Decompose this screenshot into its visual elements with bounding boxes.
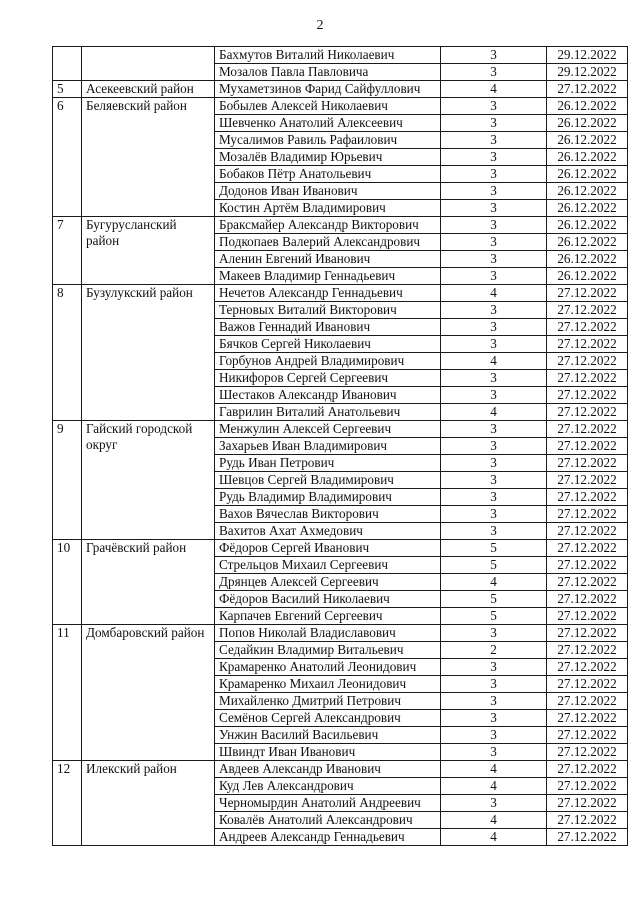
person-name: Макеев Владимир Геннадьевич — [215, 268, 441, 285]
person-name: Вахитов Ахат Ахмедович — [215, 523, 441, 540]
grade-value: 4 — [441, 829, 547, 846]
date-value: 29.12.2022 — [547, 47, 628, 64]
person-name: Браксмайер Александр Викторович — [215, 217, 441, 234]
person-name: Терновых Виталий Викторович — [215, 302, 441, 319]
grade-value: 5 — [441, 591, 547, 608]
date-value: 26.12.2022 — [547, 98, 628, 115]
date-value: 27.12.2022 — [547, 319, 628, 336]
table-row — [53, 625, 628, 642]
person-name: Авдеев Александр Иванович — [215, 761, 441, 778]
person-name: Карпачев Евгений Сергеевич — [215, 608, 441, 625]
grade-value: 3 — [441, 625, 547, 642]
grade-value: 3 — [441, 795, 547, 812]
grade-value: 3 — [441, 727, 547, 744]
registry-body — [53, 47, 628, 846]
grade-value: 3 — [441, 302, 547, 319]
person-name: Вахов Вячеслав Викторович — [215, 506, 441, 523]
person-name: Нечетов Александр Геннадьевич — [215, 285, 441, 302]
person-name: Дрянцев Алексей Сергеевич — [215, 574, 441, 591]
date-value: 27.12.2022 — [547, 81, 628, 98]
date-value: 27.12.2022 — [547, 506, 628, 523]
person-name: Гаврилин Виталий Анатольевич — [215, 404, 441, 421]
person-name: Мозалёв Владимир Юрьевич — [215, 149, 441, 166]
grade-value: 3 — [441, 183, 547, 200]
date-value: 26.12.2022 — [547, 166, 628, 183]
date-value: 27.12.2022 — [547, 285, 628, 302]
grade-value: 3 — [441, 370, 547, 387]
date-value: 26.12.2022 — [547, 251, 628, 268]
table-row — [53, 540, 628, 557]
grade-value: 3 — [441, 234, 547, 251]
person-name: Ковалёв Анатолий Александрович — [215, 812, 441, 829]
grade-value: 4 — [441, 285, 547, 302]
grade-value: 3 — [441, 472, 547, 489]
grade-value: 3 — [441, 744, 547, 761]
date-value: 27.12.2022 — [547, 557, 628, 574]
person-name: Захарьев Иван Владимирович — [215, 438, 441, 455]
grade-value: 3 — [441, 710, 547, 727]
grade-value: 3 — [441, 47, 547, 64]
person-name: Бобаков Пётр Анатольевич — [215, 166, 441, 183]
table-row — [53, 217, 628, 234]
grade-value: 4 — [441, 761, 547, 778]
person-name: Мусалимов Равиль Рафаилович — [215, 132, 441, 149]
date-value: 27.12.2022 — [547, 438, 628, 455]
date-value: 26.12.2022 — [547, 268, 628, 285]
person-name: Унжин Василий Васильевич — [215, 727, 441, 744]
person-name: Аленин Евгений Иванович — [215, 251, 441, 268]
date-value: 27.12.2022 — [547, 812, 628, 829]
person-name: Попов Николай Владиславович — [215, 625, 441, 642]
date-value: 27.12.2022 — [547, 455, 628, 472]
person-name: Андреев Александр Геннадьевич — [215, 829, 441, 846]
date-value: 27.12.2022 — [547, 676, 628, 693]
date-value: 27.12.2022 — [547, 744, 628, 761]
person-name: Рудь Владимир Владимирович — [215, 489, 441, 506]
person-name: Важов Геннадий Иванович — [215, 319, 441, 336]
person-name: Крамаренко Анатолий Леонидович — [215, 659, 441, 676]
table-row — [53, 285, 628, 302]
person-name: Бахмутов Виталий Николаевич — [215, 47, 441, 64]
grade-value: 3 — [441, 455, 547, 472]
person-name: Мухаметзинов Фарид Сайфуллович — [215, 81, 441, 98]
person-name: Бобылев Алексей Николаевич — [215, 98, 441, 115]
district-name: Бугурусланский район — [82, 217, 215, 285]
date-value: 29.12.2022 — [547, 64, 628, 81]
date-value: 27.12.2022 — [547, 591, 628, 608]
district-name: Асекеевский район — [82, 81, 215, 98]
date-value: 27.12.2022 — [547, 540, 628, 557]
district-name: Илекский район — [82, 761, 215, 846]
date-value: 27.12.2022 — [547, 761, 628, 778]
date-value: 27.12.2022 — [547, 353, 628, 370]
group-number: 8 — [53, 285, 82, 421]
date-value: 26.12.2022 — [547, 115, 628, 132]
grade-value: 3 — [441, 149, 547, 166]
grade-value: 3 — [441, 523, 547, 540]
date-value: 27.12.2022 — [547, 387, 628, 404]
district-name: Беляевский район — [82, 98, 215, 217]
person-name: Крамаренко Михаил Леонидович — [215, 676, 441, 693]
person-name: Седайкин Владимир Витальевич — [215, 642, 441, 659]
grade-value: 3 — [441, 200, 547, 217]
district-name: Домбаровский район — [82, 625, 215, 761]
grade-value: 4 — [441, 574, 547, 591]
grade-value: 3 — [441, 268, 547, 285]
grade-value: 2 — [441, 642, 547, 659]
group-number: 10 — [53, 540, 82, 625]
date-value: 27.12.2022 — [547, 370, 628, 387]
date-value: 26.12.2022 — [547, 132, 628, 149]
date-value: 27.12.2022 — [547, 523, 628, 540]
person-name: Горбунов Андрей Владимирович — [215, 353, 441, 370]
person-name: Швиндт Иван Иванович — [215, 744, 441, 761]
person-name: Менжулин Алексей Сергеевич — [215, 421, 441, 438]
grade-value: 3 — [441, 132, 547, 149]
person-name: Мозалов Павла Павловича — [215, 64, 441, 81]
grade-value: 3 — [441, 251, 547, 268]
grade-value: 3 — [441, 438, 547, 455]
person-name: Никифоров Сергей Сергеевич — [215, 370, 441, 387]
grade-value: 3 — [441, 115, 547, 132]
person-name: Шестаков Александр Иванович — [215, 387, 441, 404]
person-name: Куд Лев Александрович — [215, 778, 441, 795]
grade-value: 5 — [441, 540, 547, 557]
grade-value: 3 — [441, 506, 547, 523]
table-row — [53, 98, 628, 115]
grade-value: 3 — [441, 659, 547, 676]
person-name: Рудь Иван Петрович — [215, 455, 441, 472]
person-name: Семёнов Сергей Александрович — [215, 710, 441, 727]
person-name: Бячков Сергей Николаевич — [215, 336, 441, 353]
date-value: 26.12.2022 — [547, 183, 628, 200]
date-value: 27.12.2022 — [547, 302, 628, 319]
district-name: Бузулукский район — [82, 285, 215, 421]
group-number: 9 — [53, 421, 82, 540]
date-value: 27.12.2022 — [547, 659, 628, 676]
person-name: Стрельцов Михаил Сергеевич — [215, 557, 441, 574]
grade-value: 3 — [441, 98, 547, 115]
date-value: 27.12.2022 — [547, 472, 628, 489]
grade-value: 5 — [441, 608, 547, 625]
district-name: Грачёвский район — [82, 540, 215, 625]
person-name: Костин Артём Владимирович — [215, 200, 441, 217]
table-row — [53, 761, 628, 778]
date-value: 27.12.2022 — [547, 489, 628, 506]
grade-value: 4 — [441, 778, 547, 795]
grade-value: 4 — [441, 812, 547, 829]
date-value: 26.12.2022 — [547, 200, 628, 217]
group-number: 11 — [53, 625, 82, 761]
registry-table — [52, 46, 628, 846]
grade-value: 4 — [441, 353, 547, 370]
grade-value: 3 — [441, 217, 547, 234]
date-value: 27.12.2022 — [547, 404, 628, 421]
date-value: 27.12.2022 — [547, 795, 628, 812]
date-value: 27.12.2022 — [547, 642, 628, 659]
group-number: 5 — [53, 81, 82, 98]
date-value: 27.12.2022 — [547, 336, 628, 353]
table-row — [53, 421, 628, 438]
group-number — [53, 47, 82, 81]
page-number: 2 — [316, 18, 324, 33]
date-value: 27.12.2022 — [547, 421, 628, 438]
grade-value: 3 — [441, 166, 547, 183]
grade-value: 3 — [441, 319, 547, 336]
date-value: 27.12.2022 — [547, 778, 628, 795]
district-name: Гайский городской округ — [82, 421, 215, 540]
date-value: 26.12.2022 — [547, 234, 628, 251]
person-name: Шевченко Анатолий Алексеевич — [215, 115, 441, 132]
grade-value: 3 — [441, 387, 547, 404]
person-name: Подкопаев Валерий Александрович — [215, 234, 441, 251]
grade-value: 3 — [441, 489, 547, 506]
person-name: Додонов Иван Иванович — [215, 183, 441, 200]
date-value: 27.12.2022 — [547, 693, 628, 710]
grade-value: 3 — [441, 64, 547, 81]
grade-value: 3 — [441, 676, 547, 693]
grade-value: 3 — [441, 421, 547, 438]
person-name: Фёдоров Василий Николаевич — [215, 591, 441, 608]
grade-value: 3 — [441, 336, 547, 353]
group-number: 7 — [53, 217, 82, 285]
date-value: 27.12.2022 — [547, 710, 628, 727]
person-name: Фёдоров Сергей Иванович — [215, 540, 441, 557]
district-name — [82, 47, 215, 81]
date-value: 26.12.2022 — [547, 217, 628, 234]
grade-value: 4 — [441, 81, 547, 98]
person-name: Черномырдин Анатолий Андреевич — [215, 795, 441, 812]
group-number: 12 — [53, 761, 82, 846]
date-value: 27.12.2022 — [547, 608, 628, 625]
person-name: Шевцов Сергей Владимирович — [215, 472, 441, 489]
date-value: 26.12.2022 — [547, 149, 628, 166]
person-name: Михайленко Дмитрий Петрович — [215, 693, 441, 710]
grade-value: 3 — [441, 693, 547, 710]
date-value: 27.12.2022 — [547, 574, 628, 591]
table-row — [53, 47, 628, 64]
group-number: 6 — [53, 98, 82, 217]
date-value: 27.12.2022 — [547, 829, 628, 846]
date-value: 27.12.2022 — [547, 625, 628, 642]
table-row — [53, 81, 628, 98]
grade-value: 5 — [441, 557, 547, 574]
date-value: 27.12.2022 — [547, 727, 628, 744]
grade-value: 4 — [441, 404, 547, 421]
